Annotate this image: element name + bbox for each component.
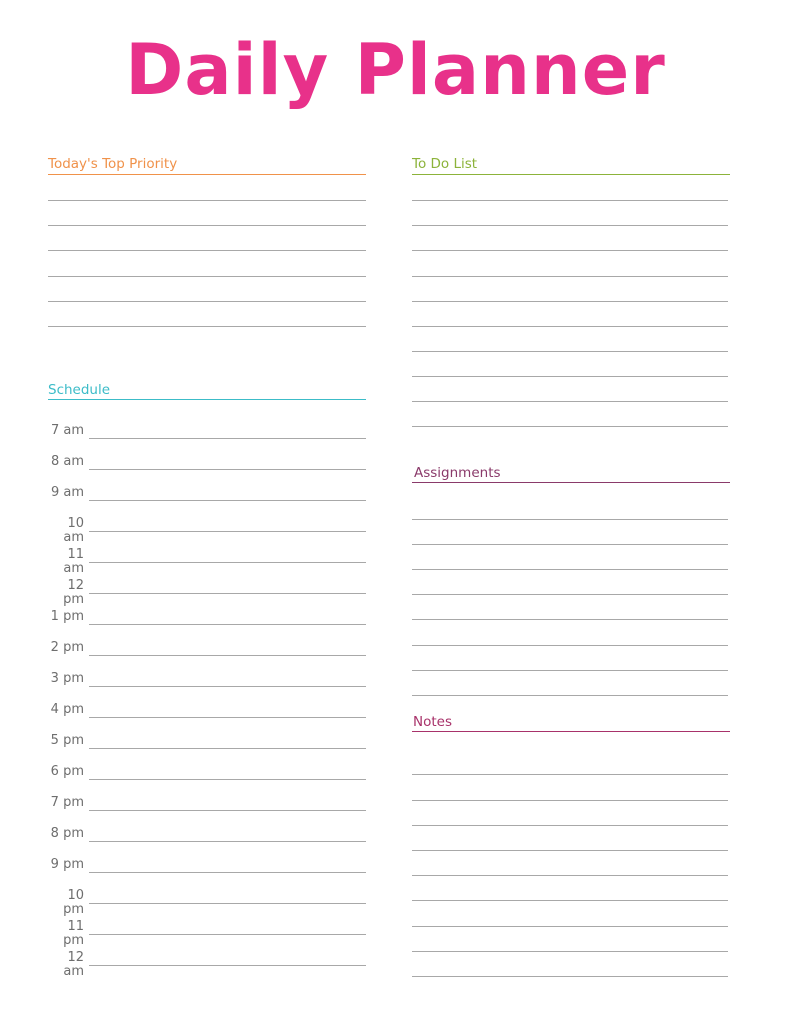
todo-heading-rule	[412, 174, 730, 175]
assignment-writing-line[interactable]	[412, 519, 728, 520]
notes-heading-rule	[412, 731, 730, 732]
schedule-writing-line[interactable]	[89, 655, 366, 656]
todo-writing-line[interactable]	[412, 225, 728, 226]
schedule-time-label: 1 pm	[50, 609, 84, 624]
schedule-writing-line[interactable]	[89, 810, 366, 811]
todo-writing-line[interactable]	[412, 376, 728, 377]
schedule-writing-line[interactable]	[89, 903, 366, 904]
priority-writing-line[interactable]	[48, 225, 366, 226]
schedule-heading-rule	[48, 399, 366, 400]
schedule-heading: Schedule	[48, 382, 111, 398]
schedule-time-label: 3 pm	[50, 671, 84, 686]
schedule-time-label: 11 pm	[63, 919, 84, 948]
schedule-writing-line[interactable]	[89, 717, 366, 718]
schedule-writing-line[interactable]	[89, 562, 366, 563]
assignments-heading: Assignments	[414, 465, 501, 481]
schedule-time-label: 11 am	[63, 547, 84, 576]
notes-writing-line[interactable]	[412, 951, 728, 952]
assignment-writing-line[interactable]	[412, 594, 728, 595]
priority-writing-line[interactable]	[48, 301, 366, 302]
notes-heading: Notes	[413, 714, 452, 730]
schedule-writing-line[interactable]	[89, 531, 366, 532]
priority-writing-line[interactable]	[48, 200, 366, 201]
priority-writing-line[interactable]	[48, 326, 366, 327]
schedule-time-label: 4 pm	[50, 702, 84, 717]
schedule-writing-line[interactable]	[89, 686, 366, 687]
assignment-writing-line[interactable]	[412, 695, 728, 696]
schedule-time-label: 12 pm	[63, 578, 84, 607]
todo-writing-line[interactable]	[412, 301, 728, 302]
todo-writing-line[interactable]	[412, 200, 728, 201]
todo-writing-line[interactable]	[412, 351, 728, 352]
schedule-writing-line[interactable]	[89, 965, 366, 966]
notes-writing-line[interactable]	[412, 800, 728, 801]
schedule-time-label: 8 am	[50, 454, 84, 469]
schedule-writing-line[interactable]	[89, 624, 366, 625]
assignments-heading-rule	[412, 482, 730, 483]
schedule-time-label: 7 pm	[50, 795, 84, 810]
schedule-time-label: 5 pm	[50, 733, 84, 748]
todo-writing-line[interactable]	[412, 250, 728, 251]
schedule-time-label: 10 pm	[63, 888, 84, 917]
schedule-time-label: 9 pm	[50, 857, 84, 872]
notes-writing-line[interactable]	[412, 850, 728, 851]
todo-writing-line[interactable]	[412, 276, 728, 277]
notes-writing-line[interactable]	[412, 825, 728, 826]
schedule-time-label: 12 am	[63, 950, 84, 979]
todo-heading: To Do List	[412, 156, 478, 172]
assignment-writing-line[interactable]	[412, 670, 728, 671]
assignment-writing-line[interactable]	[412, 645, 728, 646]
schedule-writing-line[interactable]	[89, 841, 366, 842]
schedule-time-label: 8 pm	[50, 826, 84, 841]
schedule-writing-line[interactable]	[89, 438, 366, 439]
schedule-time-label: 2 pm	[50, 640, 84, 655]
notes-writing-line[interactable]	[412, 926, 728, 927]
notes-writing-line[interactable]	[412, 774, 728, 775]
todo-writing-line[interactable]	[412, 401, 728, 402]
schedule-time-label: 6 pm	[50, 764, 84, 779]
schedule-writing-line[interactable]	[89, 469, 366, 470]
notes-writing-line[interactable]	[412, 976, 728, 977]
top-priority-heading-rule	[48, 174, 366, 175]
schedule-writing-line[interactable]	[89, 779, 366, 780]
schedule-time-label: 10 am	[63, 516, 84, 545]
notes-writing-line[interactable]	[412, 900, 728, 901]
assignment-writing-line[interactable]	[412, 569, 728, 570]
todo-writing-line[interactable]	[412, 426, 728, 427]
schedule-time-label: 9 am	[50, 485, 84, 500]
schedule-time-label: 7 am	[50, 423, 84, 438]
top-priority-heading: Today's Top Priority	[48, 156, 178, 172]
page-title: Daily Planner	[125, 29, 666, 111]
schedule-writing-line[interactable]	[89, 500, 366, 501]
assignment-writing-line[interactable]	[412, 619, 728, 620]
schedule-writing-line[interactable]	[89, 872, 366, 873]
notes-writing-line[interactable]	[412, 875, 728, 876]
priority-writing-line[interactable]	[48, 250, 366, 251]
schedule-writing-line[interactable]	[89, 934, 366, 935]
schedule-writing-line[interactable]	[89, 593, 366, 594]
assignment-writing-line[interactable]	[412, 544, 728, 545]
priority-writing-line[interactable]	[48, 276, 366, 277]
schedule-writing-line[interactable]	[89, 748, 366, 749]
todo-writing-line[interactable]	[412, 326, 728, 327]
